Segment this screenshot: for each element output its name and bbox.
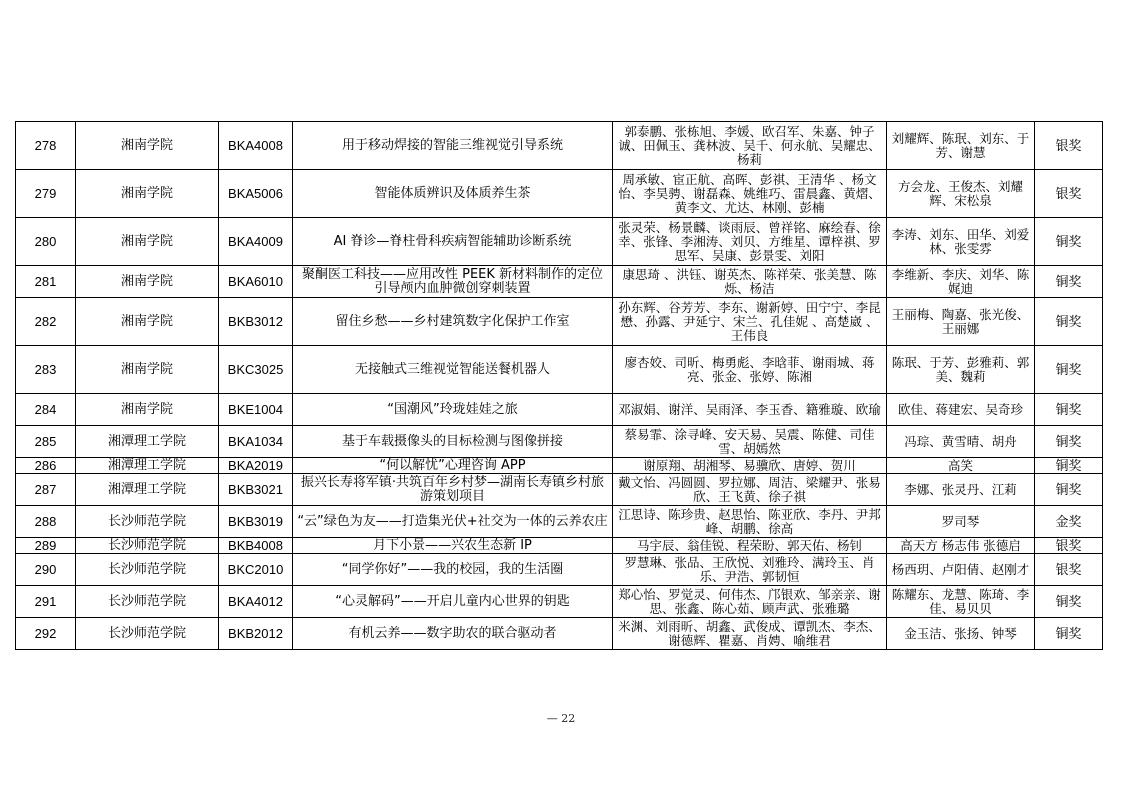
project-title: “同学你好”——我的校园，我的生活圈 [293,554,613,586]
row-number: 283 [16,346,76,394]
project-code: BKA4008 [219,122,293,170]
project-code: BKA6010 [219,266,293,298]
table-row [16,266,1103,298]
page-number: — 22 [546,712,576,725]
school-name: 湘南学院 [76,394,219,426]
table-row [16,346,1103,394]
award-level: 铜奖 [1035,394,1103,426]
table-row [16,538,1103,554]
team-members: 孙东辉、谷芳芳、李东、谢新婷、田宁宁、李昆懋、孙露、尹延宁、宋兰、孔佳妮 、高楚崴 、王伟良 [613,298,887,346]
award-level: 银奖 [1035,538,1103,554]
advisors: 罗司琴 [887,506,1035,538]
school-name: 长沙师范学院 [76,538,219,554]
row-number: 288 [16,506,76,538]
table-row [16,218,1103,266]
team-members: 江思诗、陈珍贵、赵思怡、陈亚欣、李丹、尹邦峰、胡鹏、徐高 [613,506,887,538]
advisors: 冯琮、黄雪晴、胡舟 [887,426,1035,458]
school-name: 湘南学院 [76,298,219,346]
advisors: 李涛、刘东、田华、刘爱林、张雯雰 [887,218,1035,266]
project-code: BKB3019 [219,506,293,538]
award-level: 金奖 [1035,506,1103,538]
project-code: BKC3025 [219,346,293,394]
advisors: 高笑 [887,458,1035,474]
project-code: BKA1034 [219,426,293,458]
row-number: 285 [16,426,76,458]
project-title: “国潮风”玲珑娃娃之旅 [293,394,613,426]
award-level: 铜奖 [1035,586,1103,618]
project-title: 基于车载摄像头的目标检测与图像拼接 [293,426,613,458]
row-number: 290 [16,554,76,586]
advisors: 高天方 杨志伟 张德启 [887,538,1035,554]
table-row [16,170,1103,218]
project-title: 聚酮医工科技——应用改性 PEEK 新材料制作的定位引导颅内血肿微创穿刺装置 [293,266,613,298]
project-title: 用于移动焊接的智能三维视觉引导系统 [293,122,613,170]
team-members: 邓淑娟、谢洋、吴雨泽、李玉香、籍雅璇、欧瑜 [613,394,887,426]
table-row [16,586,1103,618]
advisors: 李娜、张灵丹、江莉 [887,474,1035,506]
project-code: BKB4008 [219,538,293,554]
project-code: BKB3012 [219,298,293,346]
project-title: “何以解忧”心理咨询 APP [293,458,613,474]
team-members: 康思琦 、洪钰、谢英杰、陈祥荣、张美慧、陈烁、杨洁 [613,266,887,298]
table-row [16,298,1103,346]
project-title: “心灵解码”——开启儿童内心世界的钥匙 [293,586,613,618]
row-number: 287 [16,474,76,506]
table-row [16,122,1103,170]
team-members: 郑心怡、罗觉灵、何伟杰、邝银欢、邹亲亲、谢思、张鑫、陈心茹、顾声武、张雅璐 [613,586,887,618]
project-title: 智能体质辨识及体质养生茶 [293,170,613,218]
project-code: BKA4012 [219,586,293,618]
school-name: 湘南学院 [76,170,219,218]
table-row [16,554,1103,586]
team-members: 戴文怡、冯圆圆、罗拉娜、周洁、梁耀尹、张易欣、王飞黄、徐子祺 [613,474,887,506]
school-name: 长沙师范学院 [76,506,219,538]
advisors: 杨西玥、卢阳倩、赵刚才 [887,554,1035,586]
team-members: 谢原翔、胡湘琴、易骥欣、唐婷、贺川 [613,458,887,474]
project-code: BKA5006 [219,170,293,218]
award-level: 银奖 [1035,170,1103,218]
team-members: 马宇辰、翁佳锐、程荣盼、郭天佑、杨钊 [613,538,887,554]
school-name: 长沙师范学院 [76,554,219,586]
team-members: 张灵荣、杨景麟、谈雨辰、曾祥铭、麻绘春、徐幸、张锋、李湘涛、刘贝、方维星、谭梓祺、罗思军、吴康、彭景雯、刘阳 [613,218,887,266]
project-title: AI 脊诊—脊柱骨科疾病智能辅助诊断系统 [293,218,613,266]
team-members: 罗慧琳、张品、王欣悦、刘雅玲、满玲玉、肖乐、尹浩、郭韧恒 [613,554,887,586]
project-title: 月下小景——兴农生态新 IP [293,538,613,554]
row-number: 291 [16,586,76,618]
table-row [16,506,1103,538]
award-level: 铜奖 [1035,266,1103,298]
project-title: “云”绿色为友——打造集光伏+社交为一体的云养农庄 [293,506,613,538]
team-members: 蔡易霏、涂寻峰、安天易、吴震、陈健、司佳雪、胡嫣然 [613,426,887,458]
project-code: BKE1004 [219,394,293,426]
advisors: 金玉洁、张扬、钟琴 [887,618,1035,650]
project-code: BKA2019 [219,458,293,474]
table-row [16,426,1103,458]
row-number: 280 [16,218,76,266]
row-number: 286 [16,458,76,474]
award-level: 铜奖 [1035,218,1103,266]
project-code: BKB2012 [219,618,293,650]
row-number: 282 [16,298,76,346]
advisors: 陈珉、于芳、彭雅莉、郭美、魏莉 [887,346,1035,394]
table-row [16,458,1103,474]
awards-table [15,121,1103,650]
school-name: 长沙师范学院 [76,618,219,650]
school-name: 湘南学院 [76,266,219,298]
project-code: BKB3021 [219,474,293,506]
award-level: 银奖 [1035,122,1103,170]
project-title: 留住乡愁——乡村建筑数字化保护工作室 [293,298,613,346]
school-name: 长沙师范学院 [76,586,219,618]
school-name: 湘潭理工学院 [76,426,219,458]
award-level: 铜奖 [1035,474,1103,506]
school-name: 湘南学院 [76,346,219,394]
project-title: 有机云养——数字助农的联合驱动者 [293,618,613,650]
team-members: 廖杏姣、司昕、梅勇彪、李晗菲、谢雨城、蒋亮、张金、张婷、陈湘 [613,346,887,394]
award-level: 铜奖 [1035,346,1103,394]
award-level: 铜奖 [1035,298,1103,346]
advisors: 王丽梅、陶嘉、张光俊、王丽娜 [887,298,1035,346]
table-row [16,474,1103,506]
school-name: 湘南学院 [76,122,219,170]
team-members: 周承敏、宦正航、高晖、彭祺、王清华 、杨文怡、李昊骋、谢磊森、姚维巧、雷晨鑫、黄熠、黄李文、尤达、林刚、彭楠 [613,170,887,218]
advisors: 欧佳、蒋建宏、吴奇珍 [887,394,1035,426]
project-title: 振兴长寿将军镇·共筑百年乡村梦—湖南长寿镇乡村旅游策划项目 [293,474,613,506]
project-code: BKA4009 [219,218,293,266]
team-members: 郭泰鹏、张栋旭、李媛、欧召军、朱嘉、钟子诚、田佩玉、龚林波、吴千、何永航、吴耀忠、杨莉 [613,122,887,170]
school-name: 湘潭理工学院 [76,474,219,506]
project-code: BKC2010 [219,554,293,586]
award-level: 银奖 [1035,554,1103,586]
advisors: 方会龙、王俊杰、刘耀辉、宋松泉 [887,170,1035,218]
school-name: 湘潭理工学院 [76,458,219,474]
table-row [16,618,1103,650]
row-number: 289 [16,538,76,554]
row-number: 279 [16,170,76,218]
advisors: 刘耀辉、陈珉、刘东、于芳、谢慧 [887,122,1035,170]
advisors: 陈耀东、龙慧、陈琦、李佳、易贝贝 [887,586,1035,618]
row-number: 284 [16,394,76,426]
award-level: 铜奖 [1035,458,1103,474]
team-members: 米渊、刘雨昕、胡鑫、武俊成、谭凯杰、李杰、谢德辉、瞿嘉、肖娉、喻维君 [613,618,887,650]
advisors: 李维新、李庆、刘华、陈娓迪 [887,266,1035,298]
row-number: 278 [16,122,76,170]
project-title: 无接触式三维视觉智能送餐机器人 [293,346,613,394]
row-number: 292 [16,618,76,650]
award-level: 铜奖 [1035,618,1103,650]
school-name: 湘南学院 [76,218,219,266]
row-number: 281 [16,266,76,298]
table-row [16,394,1103,426]
award-level: 铜奖 [1035,426,1103,458]
